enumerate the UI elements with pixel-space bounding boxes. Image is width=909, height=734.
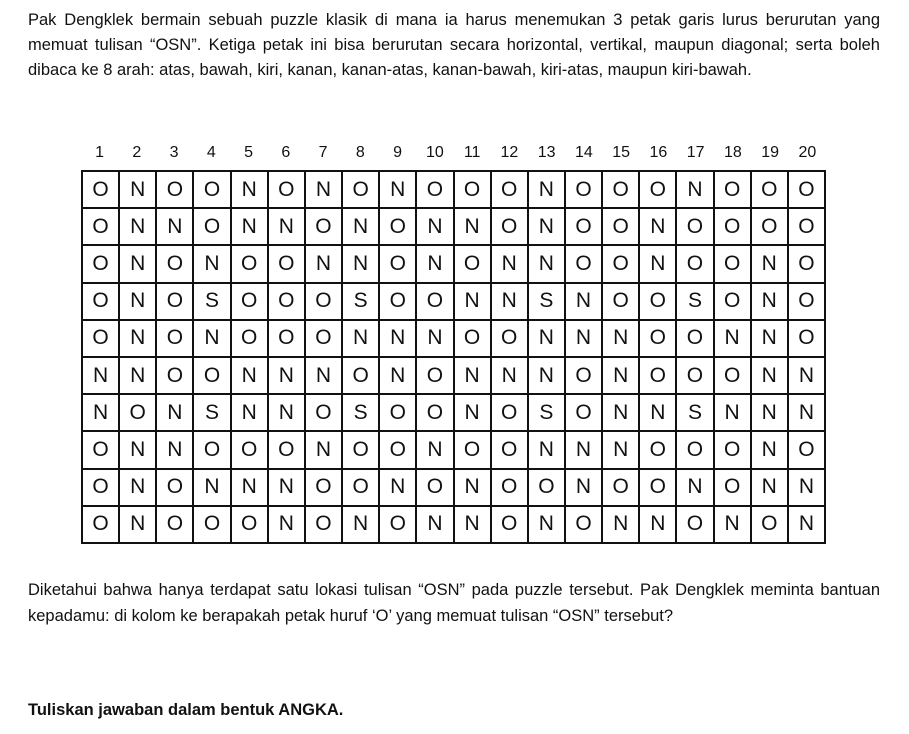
grid-cell: N — [306, 432, 343, 469]
grid-cell: N — [232, 358, 269, 395]
grid-cell: N — [715, 395, 752, 432]
grid-cell: O — [380, 209, 417, 246]
grid-cell: O — [417, 172, 454, 209]
grid-cell: O — [529, 470, 566, 507]
grid-cell: O — [492, 321, 529, 358]
grid-cell: N — [677, 172, 714, 209]
grid-cell: O — [715, 209, 752, 246]
problem-intro: Pak Dengklek bermain sebuah puzzle klasik di mana ia harus menemukan 3 petak garis lurus berurutan yang memuat tulisan “OSN”. Ketiga petak ini bisa berurutan secara horizontal, vertikal, maupun diagonal; serta boleh dibaca ke 8 arah: atas, bawah, kiri, kanan, kanan-atas, kanan-bawah, kiri-atas, maupun kiri-bawah. — [28, 11, 880, 79]
grid-cell: O — [157, 358, 194, 395]
grid-cell: N — [455, 470, 492, 507]
grid-cell: N — [232, 172, 269, 209]
grid-cell: N — [529, 209, 566, 246]
grid-cell: O — [417, 358, 454, 395]
grid-cell: O — [306, 507, 343, 544]
grid-cell: O — [789, 432, 826, 469]
grid-cell: N — [120, 321, 157, 358]
grid-cell: N — [752, 284, 789, 321]
grid-cell: O — [120, 395, 157, 432]
column-number: 19 — [761, 144, 780, 161]
grid-cell: O — [715, 172, 752, 209]
grid-cell: O — [380, 246, 417, 283]
grid-cell: O — [752, 172, 789, 209]
grid-cell: O — [492, 507, 529, 544]
grid-cell: O — [232, 321, 269, 358]
grid-cell: O — [157, 284, 194, 321]
grid-cell: O — [194, 432, 231, 469]
grid-cell: O — [566, 507, 603, 544]
grid-cell: O — [194, 172, 231, 209]
grid-cell: O — [566, 172, 603, 209]
grid-cell: O — [269, 172, 306, 209]
grid-cell: O — [157, 470, 194, 507]
grid-cell: N — [120, 209, 157, 246]
grid-cell: N — [529, 358, 566, 395]
column-number: 5 — [244, 144, 254, 161]
grid-cell: O — [343, 470, 380, 507]
grid-cell: N — [417, 246, 454, 283]
grid-cell: O — [83, 432, 120, 469]
grid-cell: N — [83, 358, 120, 395]
grid-cell: N — [529, 507, 566, 544]
grid-cell: O — [157, 172, 194, 209]
grid-cell: S — [343, 395, 380, 432]
grid-cell: O — [269, 246, 306, 283]
column-number: 9 — [393, 144, 403, 161]
grid-cell: S — [529, 395, 566, 432]
grid-cell: N — [343, 321, 380, 358]
grid-cell: N — [752, 395, 789, 432]
grid-cell: O — [380, 507, 417, 544]
grid-cell: O — [417, 470, 454, 507]
grid-cell: N — [380, 321, 417, 358]
grid-cell: O — [752, 507, 789, 544]
grid-cell: O — [269, 284, 306, 321]
grid-cell: O — [306, 321, 343, 358]
grid-cell: N — [269, 358, 306, 395]
grid-cell: N — [306, 246, 343, 283]
grid-cell: O — [640, 321, 677, 358]
grid-cell: O — [566, 246, 603, 283]
grid-cell: O — [640, 172, 677, 209]
grid-cell: O — [492, 395, 529, 432]
grid-cell: N — [455, 284, 492, 321]
grid-cell: N — [752, 358, 789, 395]
grid-cell: O — [157, 507, 194, 544]
grid-cell: N — [194, 470, 231, 507]
column-number: 7 — [318, 144, 328, 161]
column-number: 2 — [132, 144, 142, 161]
grid-cell: O — [83, 507, 120, 544]
grid-cell: O — [789, 209, 826, 246]
grid-cell: O — [306, 470, 343, 507]
grid-cell: O — [232, 284, 269, 321]
grid-cell: N — [120, 432, 157, 469]
grid-cell: N — [789, 358, 826, 395]
grid-cell: N — [232, 395, 269, 432]
grid-cell: N — [492, 284, 529, 321]
grid-cell: O — [380, 395, 417, 432]
grid-cell: N — [232, 470, 269, 507]
grid-cell: O — [455, 432, 492, 469]
grid-cell: N — [417, 209, 454, 246]
grid-cell: S — [194, 284, 231, 321]
grid-cell: N — [157, 209, 194, 246]
grid-cell: N — [120, 507, 157, 544]
column-number: 12 — [500, 144, 519, 161]
grid-cell: O — [343, 358, 380, 395]
grid-cell: O — [306, 395, 343, 432]
grid-cell: N — [603, 432, 640, 469]
grid-cell: N — [752, 321, 789, 358]
grid-cell: N — [269, 507, 306, 544]
column-number: 1 — [95, 144, 105, 161]
answer-instruction: Tuliskan jawaban dalam bentuk ANGKA. — [28, 701, 344, 719]
grid-cell: O — [83, 470, 120, 507]
grid-cell: N — [529, 432, 566, 469]
grid-cell: O — [455, 321, 492, 358]
grid-cell: O — [752, 209, 789, 246]
grid-cell: N — [120, 172, 157, 209]
column-number: 18 — [723, 144, 742, 161]
grid-cell: N — [715, 507, 752, 544]
grid-cell: N — [492, 358, 529, 395]
column-number-header — [81, 141, 826, 165]
grid-cell: N — [529, 321, 566, 358]
grid-cell: O — [677, 358, 714, 395]
grid-cell: N — [417, 507, 454, 544]
grid-cell: O — [417, 395, 454, 432]
grid-cell: O — [566, 209, 603, 246]
grid-cell: N — [566, 321, 603, 358]
grid-cell: O — [640, 284, 677, 321]
grid-cell: O — [603, 284, 640, 321]
grid-cell: N — [492, 246, 529, 283]
grid-cell: N — [343, 246, 380, 283]
grid-cell: O — [677, 432, 714, 469]
grid-cell: O — [83, 209, 120, 246]
grid-cell: O — [789, 172, 826, 209]
grid-cell: O — [232, 246, 269, 283]
grid-cell: N — [640, 209, 677, 246]
grid-cell: N — [566, 470, 603, 507]
grid-cell: N — [455, 507, 492, 544]
grid-cell: O — [83, 321, 120, 358]
grid-cell: O — [232, 507, 269, 544]
grid-cell: O — [380, 432, 417, 469]
grid-cell: O — [715, 432, 752, 469]
column-number: 16 — [649, 144, 668, 161]
grid-cell: N — [380, 172, 417, 209]
grid-cell: N — [529, 172, 566, 209]
grid-cell: O — [566, 358, 603, 395]
grid-cell: O — [677, 246, 714, 283]
grid-cell: O — [677, 507, 714, 544]
grid-cell: N — [566, 284, 603, 321]
grid-cell: S — [529, 284, 566, 321]
grid-cell: N — [455, 395, 492, 432]
grid-cell: O — [640, 432, 677, 469]
column-number: 3 — [169, 144, 179, 161]
grid-cell: N — [603, 395, 640, 432]
grid-cell: O — [789, 321, 826, 358]
grid-cell: O — [269, 432, 306, 469]
grid-cell: N — [120, 246, 157, 283]
grid-cell: O — [157, 246, 194, 283]
grid-cell: O — [194, 209, 231, 246]
column-number: 15 — [612, 144, 631, 161]
grid-cell: N — [529, 246, 566, 283]
grid-cell: N — [603, 321, 640, 358]
column-number: 14 — [574, 144, 593, 161]
grid-cell: O — [306, 209, 343, 246]
problem-question: Diketahui bahwa hanya terdapat satu lokasi tulisan “OSN” pada puzzle tersebut. Pak Dengklek meminta bantuan kepadamu: di kolom ke berapakah petak huruf ‘O’ yang memuat tulisan “OSN” tersebut? — [28, 581, 880, 625]
grid-cell: O — [194, 507, 231, 544]
grid-cell: N — [789, 507, 826, 544]
grid-cell: N — [343, 209, 380, 246]
grid-cell: O — [640, 358, 677, 395]
grid-cell: O — [83, 284, 120, 321]
grid-cell: N — [752, 470, 789, 507]
grid-cell: O — [566, 395, 603, 432]
grid-cell: O — [789, 246, 826, 283]
grid-cell: N — [194, 246, 231, 283]
grid-cell: O — [380, 284, 417, 321]
grid-cell: N — [269, 395, 306, 432]
grid-cell: O — [232, 432, 269, 469]
grid-cell: N — [789, 470, 826, 507]
grid-cell: N — [640, 507, 677, 544]
column-number: 8 — [355, 144, 365, 161]
grid-cell: S — [343, 284, 380, 321]
grid-cell: N — [677, 470, 714, 507]
grid-cell: O — [417, 284, 454, 321]
column-number: 13 — [537, 144, 556, 161]
grid-cell: N — [566, 432, 603, 469]
grid-cell: S — [677, 284, 714, 321]
grid-cell: N — [194, 321, 231, 358]
grid-cell: O — [455, 172, 492, 209]
grid-cell: N — [417, 321, 454, 358]
grid-cell: N — [417, 432, 454, 469]
grid-cell: N — [343, 507, 380, 544]
grid-cell: O — [603, 246, 640, 283]
grid-cell: O — [83, 246, 120, 283]
grid-cell: O — [715, 246, 752, 283]
grid-cell: O — [492, 432, 529, 469]
grid-cell: N — [83, 395, 120, 432]
grid-cell: N — [789, 395, 826, 432]
grid-cell: N — [715, 321, 752, 358]
grid-cell: N — [306, 358, 343, 395]
grid-cell: N — [380, 470, 417, 507]
grid-cell: N — [752, 432, 789, 469]
grid-cell: N — [455, 209, 492, 246]
grid-cell: O — [306, 284, 343, 321]
grid-cell: S — [677, 395, 714, 432]
column-number: 11 — [463, 144, 481, 161]
grid-cell: N — [640, 246, 677, 283]
grid-cell: O — [492, 172, 529, 209]
grid-cell: N — [380, 358, 417, 395]
column-number: 10 — [425, 144, 444, 161]
grid-cell: N — [157, 432, 194, 469]
grid-cell: O — [715, 284, 752, 321]
grid-cell: N — [603, 358, 640, 395]
grid-cell: O — [603, 470, 640, 507]
grid-cell: N — [269, 209, 306, 246]
grid-cell: O — [492, 209, 529, 246]
grid-cell: O — [269, 321, 306, 358]
grid-cell: O — [157, 321, 194, 358]
grid-cell: N — [603, 507, 640, 544]
grid-cell: N — [640, 395, 677, 432]
column-number: 4 — [206, 144, 216, 161]
grid-cell: N — [157, 395, 194, 432]
grid-cell: O — [677, 321, 714, 358]
column-number: 20 — [798, 144, 817, 161]
grid-cell: N — [232, 209, 269, 246]
grid-cell: N — [120, 284, 157, 321]
grid-cell: O — [343, 432, 380, 469]
letter-grid — [81, 170, 826, 544]
grid-cell: O — [715, 470, 752, 507]
grid-cell: N — [269, 470, 306, 507]
grid-cell: N — [752, 246, 789, 283]
grid-cell: O — [455, 246, 492, 283]
grid-cell: N — [455, 358, 492, 395]
grid-cell: N — [120, 470, 157, 507]
column-number: 6 — [281, 144, 291, 161]
grid-cell: O — [640, 470, 677, 507]
grid-cell: N — [120, 358, 157, 395]
grid-cell: O — [343, 172, 380, 209]
column-number: 17 — [686, 144, 705, 161]
grid-cell: O — [603, 209, 640, 246]
grid-cell: O — [492, 470, 529, 507]
grid-cell: O — [194, 358, 231, 395]
grid-cell: O — [715, 358, 752, 395]
grid-cell: O — [677, 209, 714, 246]
grid-cell: N — [306, 172, 343, 209]
grid-cell: O — [83, 172, 120, 209]
grid-cell: O — [603, 172, 640, 209]
grid-cell: O — [789, 284, 826, 321]
grid-cell: S — [194, 395, 231, 432]
